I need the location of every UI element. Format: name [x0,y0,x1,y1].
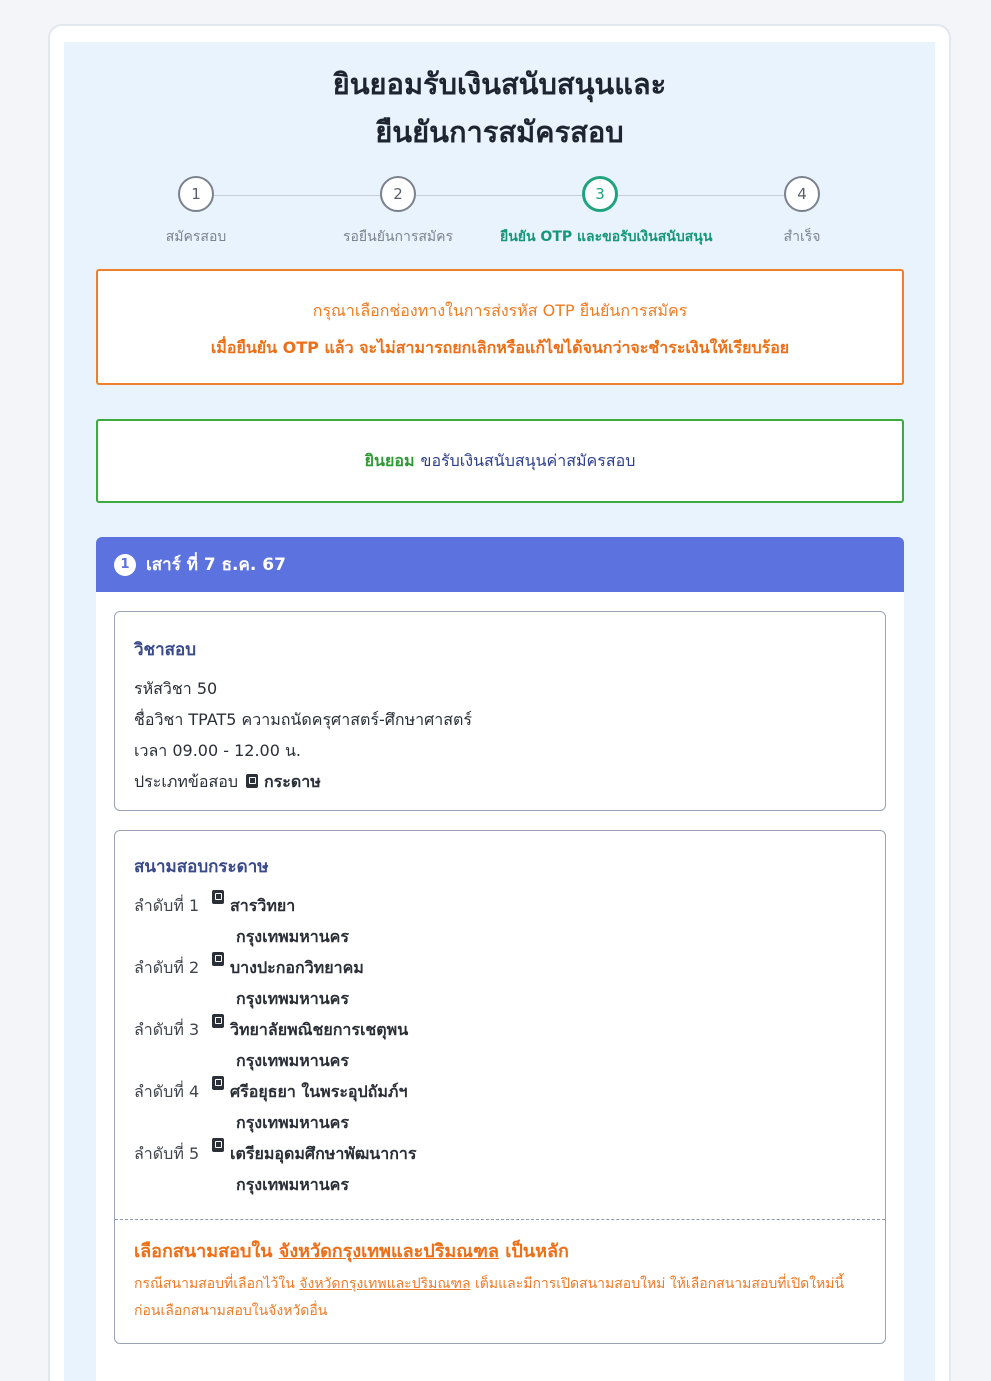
progress-stepper [96,176,904,256]
list-item: ลำดับที่ 3 วิทยาลัยพณิชยการเชตุพน กรุงเทพมหานคร [134,1014,885,1076]
paper-icon [212,1138,224,1152]
step-label: ยืนยัน OTP และขอรับเงินสนับสนุน [500,229,713,245]
consent-text: ขอรับเงินสนับสนุนค่าสมัครสอบ [420,450,636,470]
otp-warning-notice: กรุณาเลือกช่องทางในการส่งรหัส OTP ยืนยันการสมัคร เมื่อยืนยัน OTP แล้ว จะไม่สามารถยกเลิกหรือแก้ไขได้จนกว่าจะชำระเงินให้เรียบร้อย [96,269,904,385]
subject-code: รหัสวิชา 50 [134,679,218,698]
list-item: ลำดับที่ 1 สารวิทยา กรุงเทพมหานคร [134,890,885,952]
venue-info-box [114,830,886,1344]
paper-icon [212,1076,224,1090]
dashed-divider [115,1219,885,1220]
step-number: 1 [178,176,214,212]
list-item: ลำดับที่ 4 ศรีอยุธยา ในพระอุปถัมภ์ฯ กรุงเทพมหานคร [134,1076,885,1138]
step-4 [702,176,902,248]
subject-name: ชื่อวิชา TPAT5 ความถนัดครุศาสตร์-ศึกษาศาสตร์ [134,710,472,729]
paper-icon [212,1014,224,1028]
step-3-active [500,176,713,248]
step-number: 2 [380,176,416,212]
paper-icon [212,952,224,966]
venue-note [134,1236,874,1325]
venue-heading: สนามสอบกระดาษ [134,857,269,877]
venue-note-title: เลือกสนามสอบใน จังหวัดกรุงเทพและปริมณฑล เป็นหลัก [134,1241,569,1262]
exam-date: เสาร์ ที่ 7 ธ.ค. 67 [146,555,286,575]
paper-icon [246,774,258,788]
subject-info-box [114,611,886,811]
paper-icon [212,890,224,904]
exam-day-card [96,537,904,1381]
page-title: ยินยอมรับเงินสนับสนุนและ ยืนยันการสมัครสอบ [332,67,667,149]
exam-type: ประเภทข้อสอบ กระดาษ [134,772,321,791]
subject-heading: วิชาสอบ [134,640,197,660]
step-label: รอยืนยันการสมัคร [343,229,453,245]
step-1 [96,176,296,248]
step-number: 4 [784,176,820,212]
step-number: 3 [582,176,618,212]
step-label: สำเร็จ [783,229,821,245]
step-label: สมัครสอบ [165,229,227,245]
step-2 [298,176,498,248]
list-item: ลำดับที่ 2 บางปะกอกวิทยาคม กรุงเทพมหานคร [134,952,885,1014]
list-item: ลำดับที่ 5 เตรียมอุดมศึกษาพัฒนาการ กรุงเทพมหานคร [134,1138,885,1200]
consent-strong-label: ยินยอม [364,450,415,470]
venue-note-body: กรณีสนามสอบที่เลือกไว้ใน จังหวัดกรุงเทพและปริมณฑล เต็มและมีการเปิดสนามสอบใหม่ ให้เลือกสนามสอบที่เปิดใหม่นี้ ก่อนเลือกสนามสอบในจังหวัดอื่น [134,1276,845,1319]
day-number-badge: 1 [114,554,136,576]
consent-option[interactable] [96,419,904,503]
exam-day-header [96,537,904,592]
exam-time: เวลา 09.00 - 12.00 น. [134,741,301,760]
